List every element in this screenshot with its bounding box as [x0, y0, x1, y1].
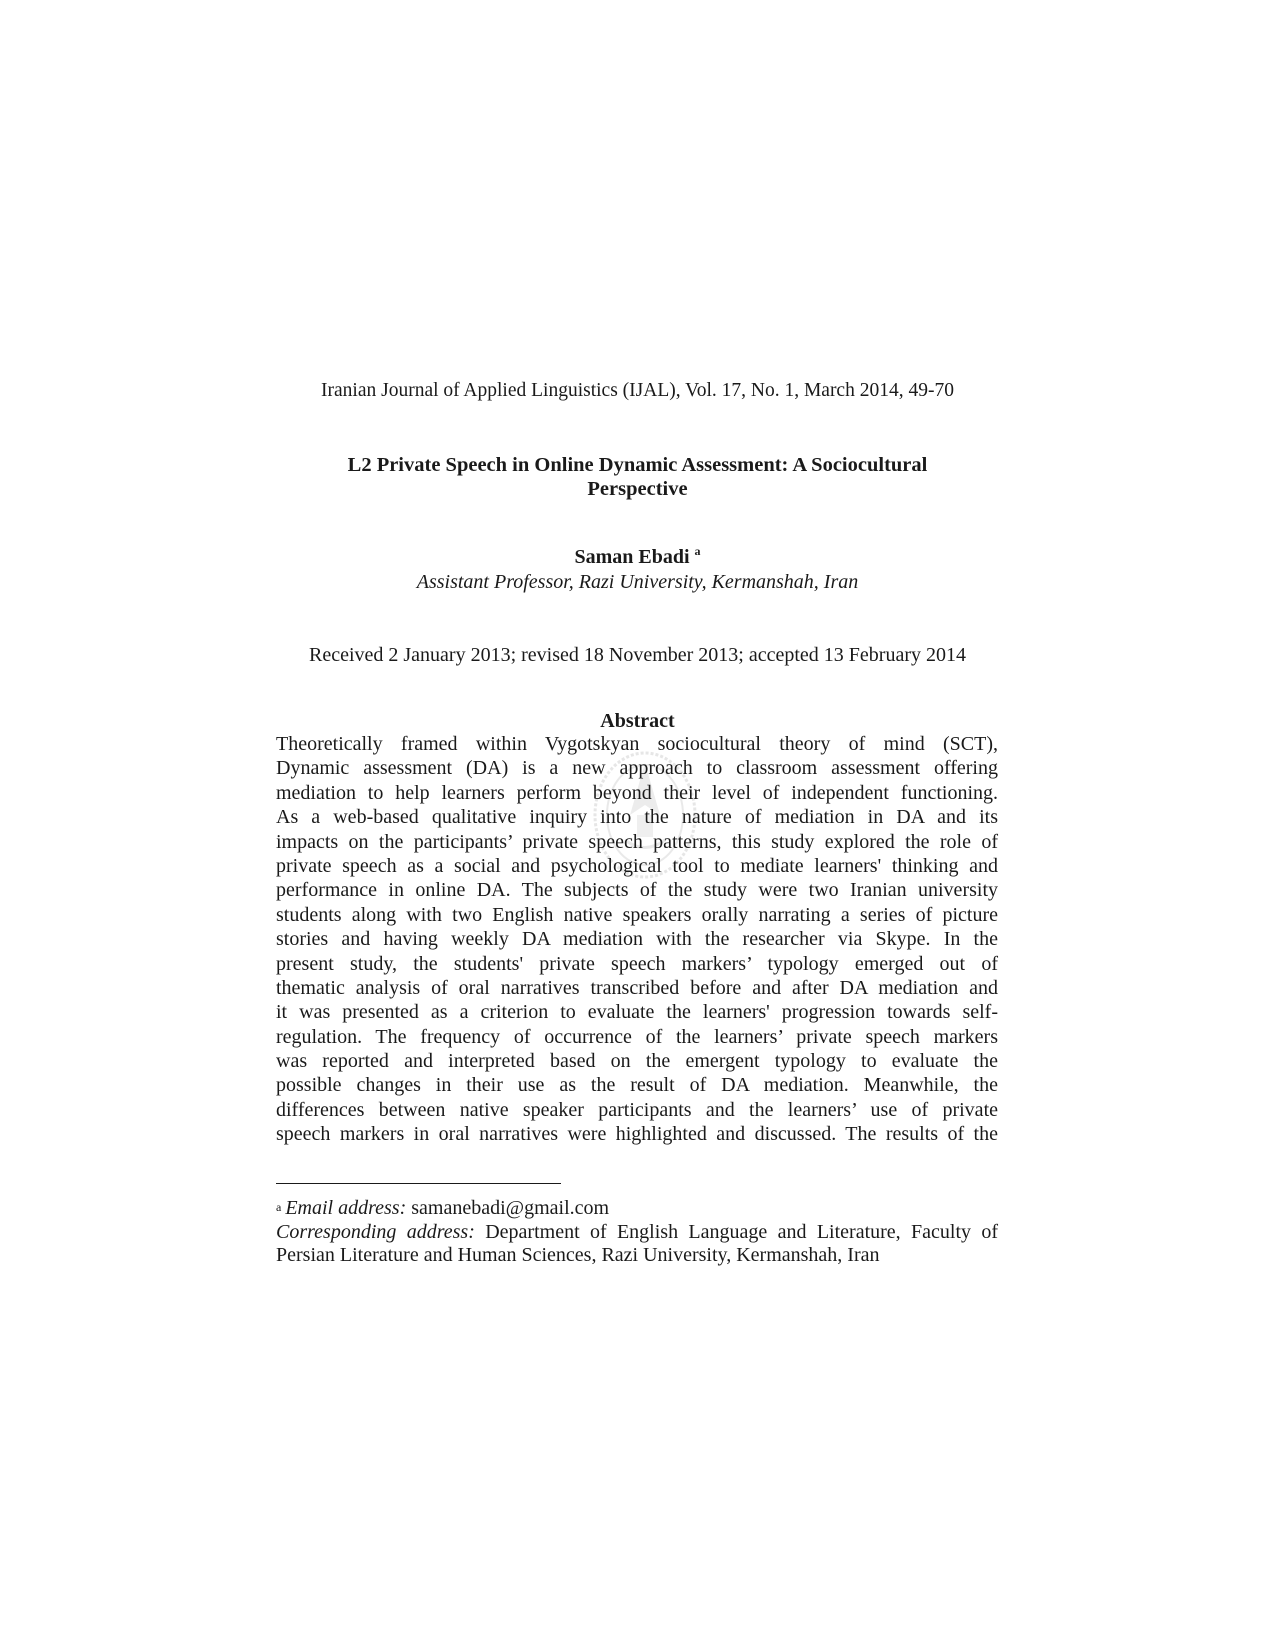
abstract-line: mediation to help learners perform beyond their level of independent functioning.: [276, 781, 998, 804]
abstract-line: it was presented as a criterion to evaluate the learners' progression towards self-: [276, 1001, 998, 1024]
abstract-line: present study, the students' private speech markers’ typology emerged out of: [276, 952, 998, 975]
article-title-line-1: L2 Private Speech in Online Dynamic Assessment: A Sociocultural: [347, 454, 928, 476]
address-text-1: Department of English Language and Literature, Faculty of: [485, 1220, 999, 1243]
author-name-text: Saman Ebadi: [574, 546, 690, 568]
author-name: [0, 546, 1275, 569]
abstract-line: differences between native speaker participants and the learners’ use of private: [276, 1098, 998, 1121]
address-label: Corresponding address:: [276, 1220, 475, 1243]
article-title: [0, 453, 1275, 501]
abstract-line: As a web-based qualitative inquiry into the nature of mediation in DA and its: [276, 806, 998, 829]
author-affiliation: Assistant Professor, Razi University, Kermanshah, Iran: [416, 571, 859, 593]
abstract-line: Dynamic assessment (DA) is a new approach to classroom assessment offering: [276, 757, 998, 780]
footnote-address-line-1: [276, 1221, 998, 1245]
footnote-marker: a: [276, 1200, 282, 1214]
abstract-line: private speech as a social and psychological tool to mediate learners' thinking and: [276, 854, 998, 877]
author-footnote-marker: a: [694, 544, 701, 558]
abstract-line: speech markers in oral narratives were highlighted and discussed. The results of the: [276, 1123, 998, 1146]
article-history: Received 2 January 2013; revised 18 November 2013; accepted 13 February 2014: [308, 644, 967, 666]
abstract-line: regulation. The frequency of occurrence of the learners’ private speech markers: [276, 1025, 998, 1048]
email-label: Email address:: [285, 1197, 407, 1219]
footnote-divider: [276, 1183, 561, 1184]
abstract-body: [276, 732, 998, 1147]
journal-citation: Iranian Journal of Applied Linguistics (IJAL), Vol. 17, No. 1, March 2014, 49-70: [321, 380, 954, 401]
article-title-line-2: Perspective: [587, 478, 688, 500]
abstract-heading: Abstract: [600, 710, 675, 732]
footnote-email-line: [276, 1197, 998, 1221]
footnote-address-line-2: Persian Literature and Human Sciences, Razi University, Kermanshah, Iran: [276, 1244, 880, 1266]
abstract-line: impacts on the participants’ private speech patterns, this study explored the role of: [276, 830, 998, 853]
abstract-line: Theoretically framed within Vygotskyan sociocultural theory of mind (SCT),: [276, 733, 998, 755]
abstract-line: students along with two English native speakers orally narrating a series of picture: [276, 903, 998, 926]
abstract-line: stories and having weekly DA mediation with the researcher via Skype. In the: [276, 928, 998, 951]
abstract-line: possible changes in their use as the result of DA mediation. Meanwhile, the: [276, 1074, 998, 1097]
footnote: [276, 1197, 998, 1268]
abstract-line: performance in online DA. The subjects of the study were two Iranian university: [276, 879, 998, 902]
email-address[interactable]: samanebadi@gmail.com: [411, 1197, 610, 1219]
abstract-line: was reported and interpreted based on the emergent typology to evaluate the: [276, 1050, 998, 1073]
abstract-line: thematic analysis of oral narratives transcribed before and after DA mediation and: [276, 976, 998, 999]
